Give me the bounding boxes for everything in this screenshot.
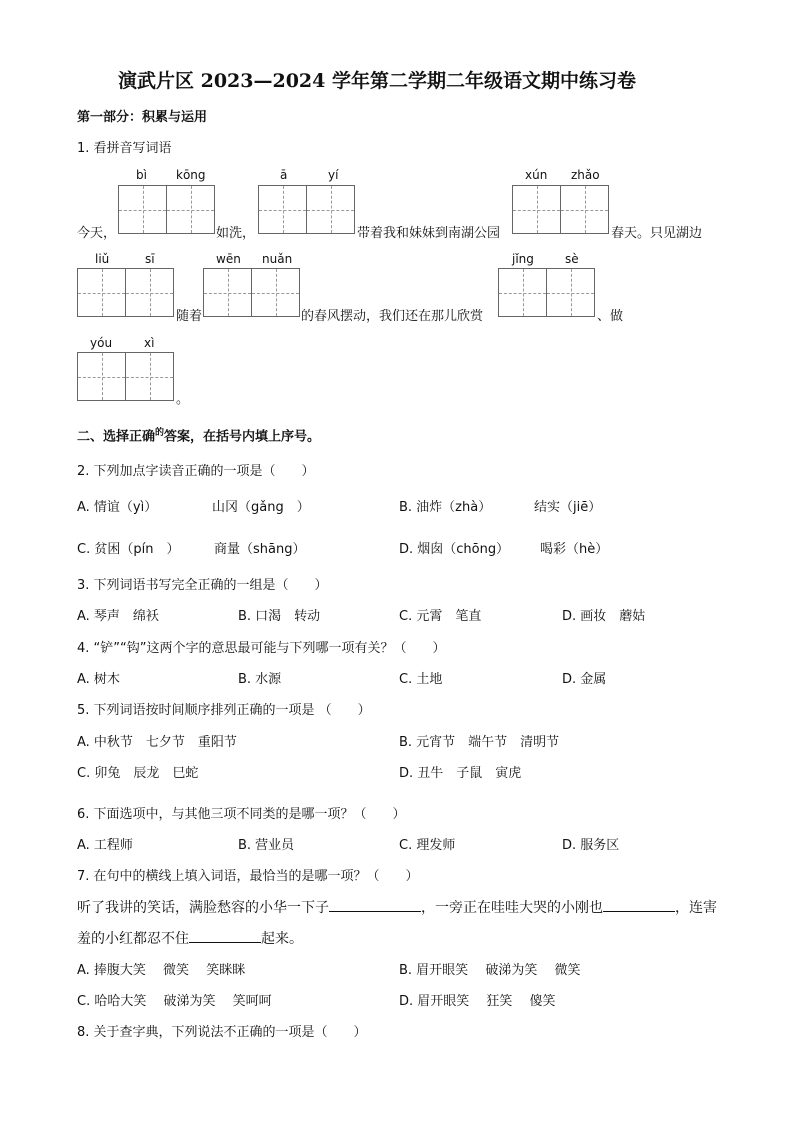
- option-a[interactable]: A. 捧腹大笑 微笑 笑眯眯: [77, 963, 246, 978]
- option-d[interactable]: D. 烟囱（chōng）: [399, 542, 510, 557]
- option-b[interactable]: B. 营业员: [238, 838, 295, 853]
- fill-sentence-line-2: 羞的小红都忍不住 起来。: [77, 931, 303, 947]
- option-d[interactable]: D. 金属: [562, 672, 607, 687]
- sentence-text: 随着: [176, 309, 203, 324]
- option-b[interactable]: B. 元宵节 端午节 清明节: [399, 735, 560, 750]
- tianzige-cell[interactable]: [126, 268, 174, 317]
- pinyin: kōng: [176, 168, 206, 182]
- option-d[interactable]: D. 画妆 蘑姑: [562, 609, 646, 624]
- tianzige-cell[interactable]: [203, 268, 252, 317]
- question-stem: 4. “铲”“钩”这两个字的意思最可能与下列哪一项有关？（ ）: [77, 641, 446, 656]
- sentence-text: 如洗，: [216, 226, 256, 241]
- section-heading-part2: 二、选择正确$^的$答案，在括号内填上序号。: [77, 428, 321, 445]
- option-d[interactable]: D. 服务区: [562, 838, 620, 853]
- pinyin: jǐng: [512, 252, 534, 266]
- tianzige-cell[interactable]: [77, 352, 126, 401]
- option-b[interactable]: B. 油炸（zhà）: [399, 500, 492, 515]
- pinyin: zhǎo: [571, 168, 600, 182]
- writing-grid-ayi[interactable]: [258, 185, 355, 234]
- writing-grid-liusi[interactable]: [77, 268, 174, 317]
- pinyin: sè: [565, 252, 579, 266]
- sentence-text: 今天，: [77, 226, 117, 241]
- writing-grid-jingse[interactable]: [498, 268, 595, 317]
- option-c[interactable]: C. 理发师: [399, 838, 456, 853]
- tianzige-cell[interactable]: [307, 185, 355, 234]
- pinyin: nuǎn: [262, 252, 293, 266]
- sentence-text: 春天。只见湖边: [611, 226, 703, 241]
- tianzige-cell[interactable]: [252, 268, 300, 317]
- option-b-second: 结实（jiē）: [534, 500, 602, 515]
- sentence-text: 的春风摆动，我们还在那儿欣赏: [301, 309, 484, 324]
- tianzige-cell[interactable]: [258, 185, 307, 234]
- section-heading-part1: 第一部分：积累与运用: [77, 110, 208, 125]
- writing-grid-xunzhao[interactable]: [512, 185, 609, 234]
- pinyin: ā: [280, 168, 288, 182]
- option-c[interactable]: C. 土地: [399, 672, 443, 687]
- writing-grid-wennuan[interactable]: [203, 268, 300, 317]
- option-c[interactable]: C. 贫困（pín ）: [77, 542, 180, 557]
- option-c-second: 商量（shāng）: [214, 542, 306, 557]
- option-c[interactable]: C. 哈哈大笑 破涕为笑 笑呵呵: [77, 994, 272, 1009]
- pinyin: xì: [144, 336, 155, 350]
- fill-blank[interactable]: [189, 942, 261, 943]
- question-stem: 7. 在句中的横线上填入词语，最恰当的是哪一项？（ ）: [77, 869, 419, 884]
- tianzige-cell[interactable]: [512, 185, 561, 234]
- option-b[interactable]: B. 眉开眼笑 破涕为笑 微笑: [399, 963, 581, 978]
- pinyin: bì: [136, 168, 147, 182]
- pinyin: sī: [145, 252, 155, 266]
- question-stem: 2. 下列加点字读音正确的一项是（ ）: [77, 464, 315, 479]
- tianzige-cell[interactable]: [77, 268, 126, 317]
- page-title: 演武片区 2023—2024 学年第二学期二年级语文期中练习卷: [118, 70, 636, 92]
- option-d[interactable]: D. 眉开眼笑 狂笑 傻笑: [399, 994, 556, 1009]
- fill-sentence-line-1: 听了我讲的笑话，满脸愁容的小华一下子 ，一旁正在哇哇大哭的小刚也 ，连害: [77, 900, 717, 916]
- tianzige-cell[interactable]: [167, 185, 215, 234]
- option-c[interactable]: C. 卯兔 辰龙 巳蛇: [77, 766, 199, 781]
- option-d-second: 喝彩（hè）: [540, 542, 609, 557]
- question-stem: 6. 下面选项中，与其他三项不同类的是哪一项？（ ）: [77, 807, 406, 822]
- option-b[interactable]: B. 口渴 转动: [238, 609, 321, 624]
- option-a[interactable]: A. 工程师: [77, 838, 133, 853]
- sentence-text: 带着我和妹妹到南湖公园: [357, 226, 501, 241]
- question-stem: 3. 下列词语书写完全正确的一组是（ ）: [77, 578, 328, 593]
- option-d[interactable]: D. 丑牛 子鼠 寅虎: [399, 766, 522, 781]
- writing-grid-youxi[interactable]: [77, 352, 174, 401]
- question-stem: 5. 下列词语按时间顺序排列正确的一项是 （ ）: [77, 703, 371, 718]
- pinyin: xún: [525, 168, 548, 182]
- pinyin: liǔ: [95, 252, 110, 266]
- tianzige-cell[interactable]: [118, 185, 167, 234]
- option-b[interactable]: B. 水源: [238, 672, 282, 687]
- pinyin: yóu: [90, 336, 113, 350]
- sentence-text: 。: [176, 392, 190, 407]
- sentence-text: 、做: [597, 309, 624, 324]
- tianzige-cell[interactable]: [498, 268, 547, 317]
- writing-grid-biokong[interactable]: [118, 185, 215, 234]
- option-a[interactable]: A. 情谊（yì）: [77, 500, 158, 515]
- option-a[interactable]: A. 树木: [77, 672, 120, 687]
- fill-blank[interactable]: [329, 911, 421, 912]
- tianzige-cell[interactable]: [547, 268, 595, 317]
- question-1-label: 1. 看拼音写词语: [77, 141, 172, 156]
- option-a[interactable]: A. 琴声 绵袄: [77, 609, 159, 624]
- pinyin: wēn: [216, 252, 241, 266]
- question-stem: 8. 关于查字典，下列说法不正确的一项是（ ）: [77, 1025, 367, 1040]
- option-a-second: 山冈（gǎng ）: [212, 500, 310, 515]
- fill-blank[interactable]: [603, 911, 675, 912]
- pinyin: yí: [328, 168, 339, 182]
- tianzige-cell[interactable]: [126, 352, 174, 401]
- option-c[interactable]: C. 元霄 笔直: [399, 609, 482, 624]
- tianzige-cell[interactable]: [561, 185, 609, 234]
- option-a[interactable]: A. 中秋节 七夕节 重阳节: [77, 735, 237, 750]
